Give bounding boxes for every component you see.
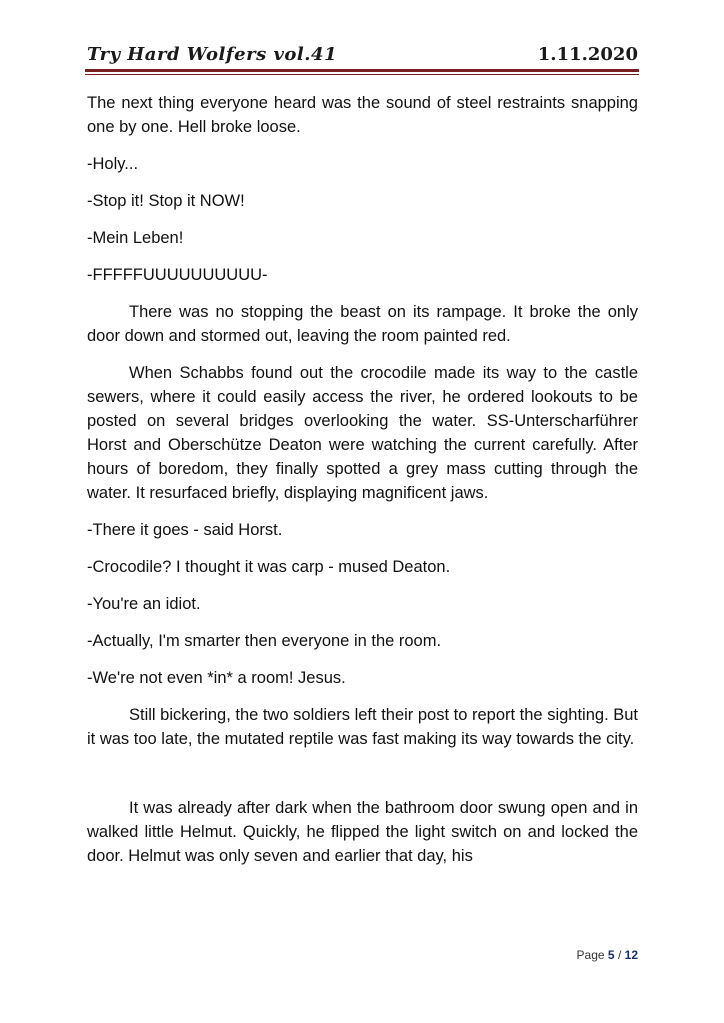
- page-header: [87, 44, 638, 72]
- header-rule-thin: [85, 74, 639, 75]
- paragraph: It was already after dark when the bathroom door swung open and in walked little Helmut. Quickly, he flipped the light switch on and locked the door. Helmut was only seven and earlier that day, his: [87, 799, 638, 865]
- dialogue-line: -There it goes - said Horst.: [87, 521, 283, 539]
- paragraph: Still bickering, the two soldiers left their post to report the sighting. But it was too late, the mutated reptile was fast making its way towards the city.: [87, 706, 639, 748]
- page-total: 12: [624, 948, 638, 962]
- dialogue-line: -We're not even *in* a room! Jesus.: [87, 669, 346, 687]
- dialogue-line: -Mein Leben!: [87, 229, 184, 247]
- dialogue-line: -Holy...: [87, 155, 139, 173]
- dialogue-line: -Stop it! Stop it NOW!: [87, 192, 245, 210]
- page-separator: /: [617, 948, 622, 962]
- dialogue-line: -Crocodile? I thought it was carp - mused Deaton.: [87, 558, 451, 576]
- paragraph: There was no stopping the beast on its rampage. It broke the only door down and stormed out, leaving the room painted red.: [87, 303, 638, 345]
- paragraph: When Schabbs found out the crocodile made its way to the castle sewers, where it could easily access the river, he ordered lookouts to be posted on several bridges overlooking the water. SS-Unterscharführer Horst and Oberschütze Deaton were watching the current carefully. After hours of boredom, they finally spotted a grey mass cutting through the water. It resurfaced briefly, displaying magnificent jaws.: [87, 364, 638, 502]
- header-rule-thick: [85, 69, 639, 72]
- dialogue-line: -FFFFFUUUUUUUUUU-: [87, 266, 268, 284]
- page-body: [87, 91, 638, 881]
- header-title: Try Hard Wolfers vol.41: [87, 44, 338, 65]
- page-footer: [577, 948, 638, 962]
- header-date: 1.11.2020: [537, 44, 638, 65]
- dialogue-line: -Actually, I'm smarter then everyone in the room.: [87, 632, 442, 650]
- page-label: Page: [576, 948, 605, 962]
- page-current: 5: [607, 948, 615, 962]
- dialogue-line: -You're an idiot.: [87, 595, 201, 613]
- paragraph: The next thing everyone heard was the sound of steel restraints snapping one by one. Hell broke loose.: [87, 94, 638, 136]
